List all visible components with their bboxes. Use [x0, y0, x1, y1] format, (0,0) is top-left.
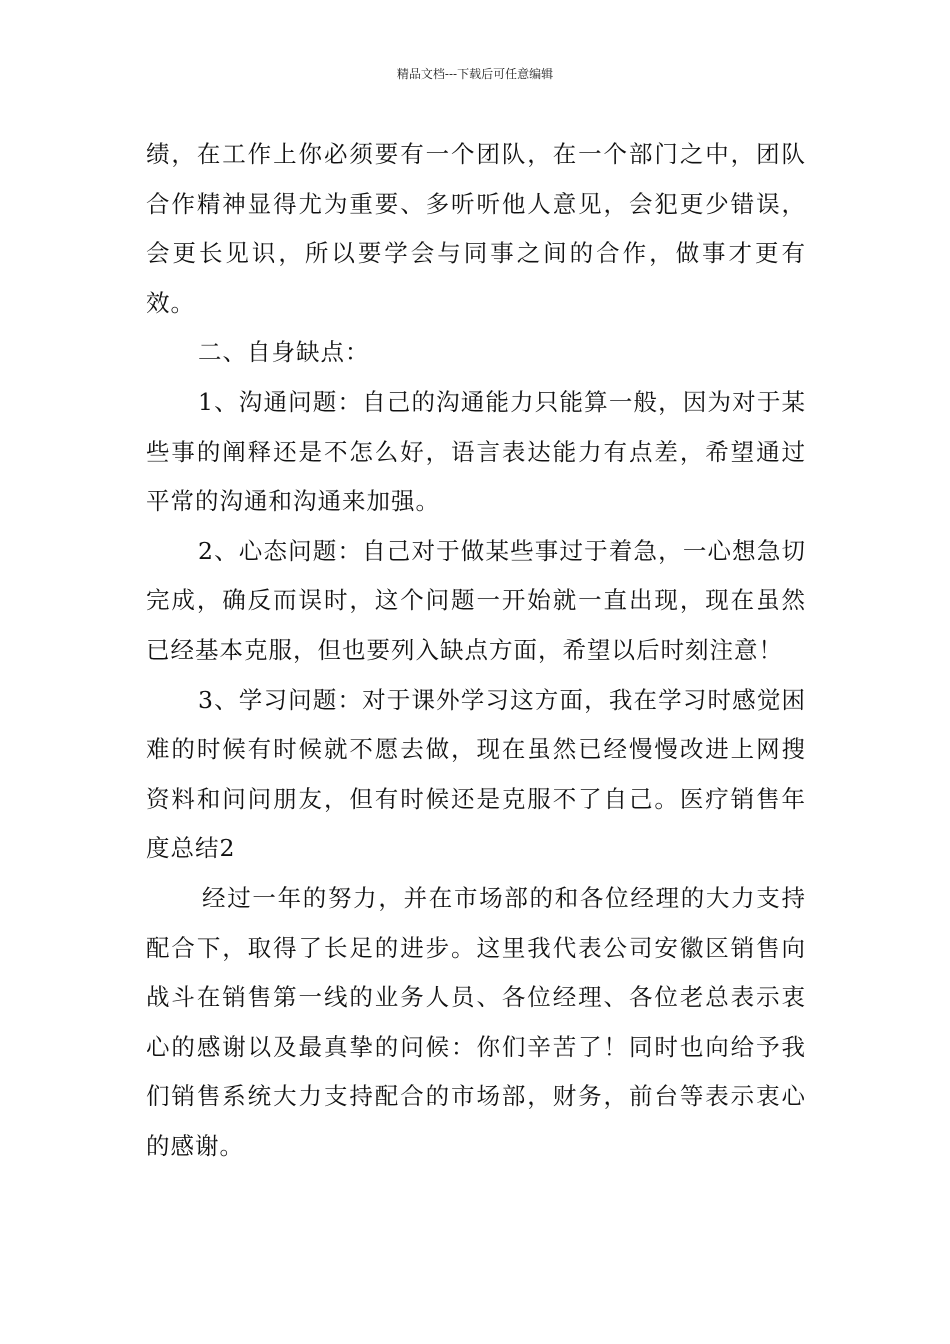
- paragraph-attitude: 2、心态问题：自己对于做某些事过于着急，一心想急切完成，确反而误时，这个问题一开始就一直出现，现在虽然已经基本克服，但也要列入缺点方面，希望以后时刻注意！: [146, 536, 806, 664]
- page-header: 精品文档---下载后可任意编辑: [396, 67, 554, 81]
- document-body: [146, 130, 806, 1171]
- section-heading-shortcomings: 二、自身缺点：: [198, 338, 370, 367]
- paragraph-annual-summary: 经过一年的努力，并在市场部的和各位经理的大力支持配合下，取得了长足的进步。这里我代表公司安徽区销售向战斗在销售第一线的业务人员、各位经理、各位老总表示衷心的感谢以及最真挚的问候：你们辛苦了！同时也向给予我们销售系统大力支持配合的市场部，财务，前台等表示衷心的感谢。: [146, 883, 806, 1160]
- paragraph-learning: 3、学习问题：对于课外学习这方面，我在学习时感觉困难的时候有时候就不愿去做，现在虽然已经慢慢改进上网搜资料和问问朋友，但有时候还是克服不了自己。医疗销售年度总结2: [146, 685, 806, 863]
- paragraph-communication: 1、沟通问题：自己的沟通能力只能算一般，因为对于某些事的阐释还是不怎么好，语言表达能力有点差，希望通过平常的沟通和沟通来加强。: [146, 387, 806, 516]
- paragraph-teamwork: 绩，在工作上你必须要有一个团队，在一个部门之中，团队合作精神显得尤为重要、多听听他人意见，会犯更少错误，会更长见识，所以要学会与同事之间的合作，做事才更有效。: [146, 140, 806, 317]
